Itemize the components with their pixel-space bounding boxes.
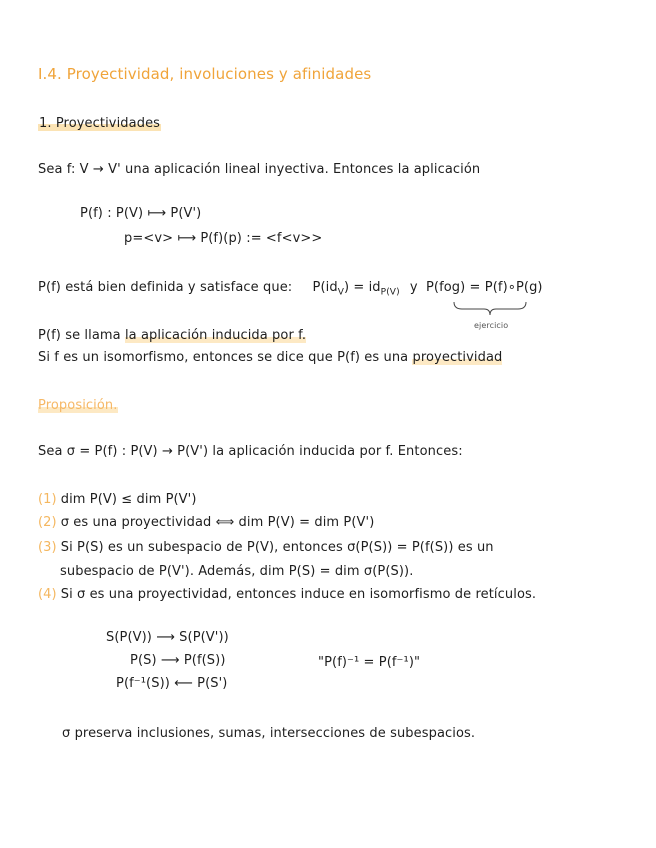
list-item-continuation: subespacio de P(V'). Además, dim P(S) = dim σ(P(S)).	[60, 564, 414, 579]
proposition-intro: Sea σ = P(f) : P(V) → P(V') la aplicación inducida por f. Entonces:	[38, 444, 463, 459]
diagram-line-1: S(P(V)) ⟶ S(P(V'))	[106, 630, 229, 645]
item-text: Si σ es una proyectividad, entonces induce en isomorfismo de retículos.	[60, 587, 537, 602]
identity-property-mid: ) = id	[343, 280, 381, 295]
called-highlight: la aplicación inducida por f.	[124, 328, 307, 343]
identity-sub: V	[337, 287, 344, 298]
isomorphism-line	[38, 350, 502, 366]
inverse-identity-quote: "P(f)⁻¹ = P(f⁻¹)"	[318, 655, 421, 670]
item-text: dim P(V) ≤ dim P(V')	[60, 492, 197, 507]
item-number: (4)	[38, 587, 57, 602]
composition-property: P(fog) = P(f)∘P(g)	[425, 280, 543, 295]
section-title: I.4. Proyectividad, involuciones y afinidades	[38, 65, 372, 83]
item-number: (3)	[38, 540, 57, 555]
subsection-title	[38, 116, 161, 132]
isomorphism-prefix: Si f es un isomorfismo, entonces se dice que P(f) es una	[38, 350, 409, 365]
well-defined-line	[38, 280, 543, 301]
diagram-line-3: P(f⁻¹(S)) ⟵ P(S')	[116, 676, 228, 691]
called-prefix: P(f) se llama	[38, 328, 121, 343]
proposition-label	[38, 398, 118, 414]
and-word: y	[409, 280, 418, 295]
item-text: σ es una proyectividad ⟺ dim P(V) = dim P(V')	[60, 515, 375, 530]
identity-property-start: P(id	[312, 280, 338, 295]
identity-property	[312, 280, 400, 298]
map-definition-line-1: P(f) : P(V) ⟼ P(V')	[80, 206, 202, 221]
item-number: (1)	[38, 492, 57, 507]
list-item	[38, 540, 494, 556]
subsection-title-text: 1. Proyectividades	[39, 116, 161, 131]
exercise-brace-icon	[452, 300, 528, 318]
exercise-note: ejercicio	[474, 321, 509, 330]
list-item	[38, 587, 536, 603]
diagram-line-2: P(S) ⟶ P(f(S))	[130, 653, 226, 668]
closing-line: σ preserva inclusiones, sumas, intersecciones de subespacios.	[62, 726, 476, 741]
intro-line: Sea f: V → V' una aplicación lineal inyectiva. Entonces la aplicación	[38, 162, 481, 177]
map-definition-line-2: p=<v> ⟼ P(f)(p) := <f<v>>	[124, 231, 323, 246]
list-item	[38, 492, 197, 508]
proposition-label-text: Proposición.	[38, 398, 118, 413]
item-number: (2)	[38, 515, 57, 530]
well-defined-text: P(f) está bien definida y satisface que:	[38, 280, 293, 295]
list-item	[38, 515, 374, 531]
identity-sub-2: P(V)	[380, 287, 400, 298]
isomorphism-highlight: proyectividad	[412, 350, 503, 365]
item-text: Si P(S) es un subespacio de P(V), entonces σ(P(S)) = P(f(S)) es un	[60, 540, 494, 555]
called-line	[38, 328, 306, 344]
